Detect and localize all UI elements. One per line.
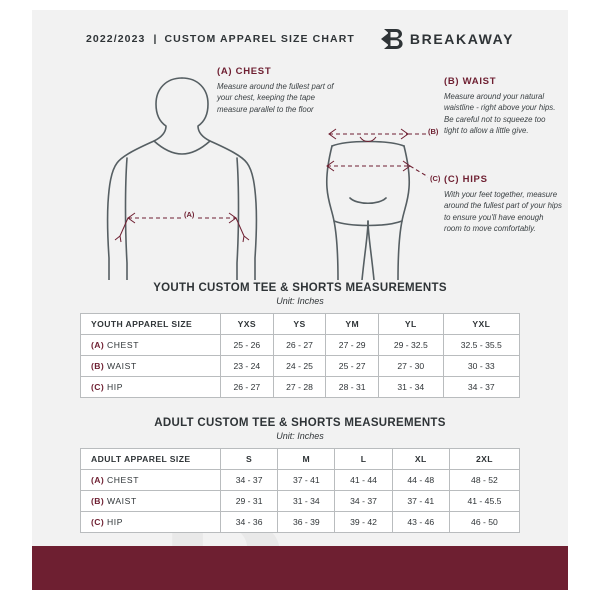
youth-r0-c3: 27 - 29 xyxy=(326,335,379,356)
table-row xyxy=(81,356,520,377)
youth-row-1-label xyxy=(81,356,221,377)
adult-row-1-tag: (B) xyxy=(91,496,105,506)
adult-section-unit: Unit: Inches xyxy=(276,431,324,441)
youth-row-2-label xyxy=(81,377,221,398)
table-header-row xyxy=(81,314,520,335)
adult-col-3: L xyxy=(335,449,392,470)
footer-bar xyxy=(32,546,568,590)
youth-r1-c1: 23 - 24 xyxy=(221,356,274,377)
measurement-diagram xyxy=(32,58,568,280)
youth-r1-c4: 27 - 30 xyxy=(379,356,444,377)
youth-row-2-tag: (C) xyxy=(91,382,105,392)
annotation-hips xyxy=(444,174,562,234)
waist-tag: (B) xyxy=(428,127,439,136)
adult-col-2: M xyxy=(278,449,335,470)
annotation-chest-title: (A) CHEST xyxy=(217,66,272,77)
document-header xyxy=(32,26,568,52)
youth-r2-c4: 31 - 34 xyxy=(379,377,444,398)
adult-r0-c5: 48 - 52 xyxy=(449,470,519,491)
adult-row-1-label xyxy=(81,491,221,512)
adult-col-0: ADULT APPAREL SIZE xyxy=(81,449,221,470)
adult-r1-c2: 31 - 34 xyxy=(278,491,335,512)
adult-r0-c3: 41 - 44 xyxy=(335,470,392,491)
youth-r1-c2: 24 - 25 xyxy=(273,356,326,377)
youth-r2-c3: 28 - 31 xyxy=(326,377,379,398)
table-row xyxy=(81,377,520,398)
adult-row-2-tag: (C) xyxy=(91,517,105,527)
adult-col-5: 2XL xyxy=(449,449,519,470)
youth-r2-c2: 27 - 28 xyxy=(273,377,326,398)
youth-row-0-label xyxy=(81,335,221,356)
youth-section-unit: Unit: Inches xyxy=(276,296,324,306)
youth-col-3: YM xyxy=(326,314,379,335)
youth-row-0-tag: (A) xyxy=(91,340,105,350)
youth-row-0-name: CHEST xyxy=(106,340,140,350)
youth-r0-c4: 29 - 32.5 xyxy=(379,335,444,356)
adult-r2-c1: 34 - 36 xyxy=(221,512,278,533)
youth-section-title: YOUTH CUSTOM TEE & SHORTS MEASUREMENTS xyxy=(153,282,447,294)
adult-section xyxy=(32,417,568,533)
annotation-hips-title: (C) HIPS xyxy=(444,174,488,185)
adult-row-0-tag: (A) xyxy=(91,475,105,485)
adult-r1-c5: 41 - 45.5 xyxy=(449,491,519,512)
youth-r1-c5: 30 - 33 xyxy=(443,356,519,377)
youth-r0-c2: 26 - 27 xyxy=(273,335,326,356)
youth-r0-c1: 25 - 26 xyxy=(221,335,274,356)
youth-r1-c3: 25 - 27 xyxy=(326,356,379,377)
size-chart-sheet xyxy=(32,10,568,590)
adult-col-1: S xyxy=(221,449,278,470)
annotation-chest-body: Measure around the fullest part of your chest, keeping the tape measure parallel to the floor xyxy=(217,82,334,114)
adult-r0-c1: 34 - 37 xyxy=(221,470,278,491)
adult-row-0-name: CHEST xyxy=(106,475,140,485)
adult-r1-c4: 37 - 41 xyxy=(392,491,449,512)
adult-r0-c4: 44 - 48 xyxy=(392,470,449,491)
youth-r2-c1: 26 - 27 xyxy=(221,377,274,398)
youth-col-4: YL xyxy=(379,314,444,335)
table-row xyxy=(81,512,520,533)
adult-r0-c2: 37 - 41 xyxy=(278,470,335,491)
adult-r2-c4: 43 - 46 xyxy=(392,512,449,533)
header-separator: | xyxy=(153,33,157,45)
page-title: CUSTOM APPAREL SIZE CHART xyxy=(164,33,355,45)
annotation-waist-title: (B) WAIST xyxy=(444,76,497,87)
adult-col-4: XL xyxy=(392,449,449,470)
adult-row-1-name: WAIST xyxy=(106,496,137,506)
annotation-waist-body: Measure around your natural waistline - right above your hips. Be careful not to squeeze too tight to allow a little give. xyxy=(444,92,556,135)
adult-r2-c2: 36 - 39 xyxy=(278,512,335,533)
table-row xyxy=(81,491,520,512)
youth-row-1-tag: (B) xyxy=(91,361,105,371)
brand-lockup xyxy=(381,27,514,51)
youth-r0-c5: 32.5 - 35.5 xyxy=(443,335,519,356)
adult-section-title: ADULT CUSTOM TEE & SHORTS MEASUREMENTS xyxy=(154,417,446,429)
annotation-hips-body: With your feet together, measure around the fullest part of your hips to ensure you'll have enough room to move comfortably. xyxy=(444,190,562,233)
annotation-waist xyxy=(444,76,559,136)
youth-r2-c5: 34 - 37 xyxy=(443,377,519,398)
table-row xyxy=(81,335,520,356)
adult-r2-c5: 46 - 50 xyxy=(449,512,519,533)
youth-col-0: YOUTH APPAREL SIZE xyxy=(81,314,221,335)
adult-r1-c1: 29 - 31 xyxy=(221,491,278,512)
annotation-chest xyxy=(217,66,337,115)
adult-row-0-label xyxy=(81,470,221,491)
youth-section xyxy=(32,282,568,398)
chest-tag: (A) xyxy=(184,210,195,219)
youth-row-1-name: WAIST xyxy=(106,361,137,371)
brand-name: BREAKAWAY xyxy=(409,31,515,47)
adult-row-2-label xyxy=(81,512,221,533)
adult-size-table xyxy=(80,448,520,533)
youth-size-table xyxy=(80,313,520,398)
table-header-row xyxy=(81,449,520,470)
header-year: 2022/2023 xyxy=(85,33,146,45)
youth-col-2: YS xyxy=(273,314,326,335)
adult-r2-c3: 39 - 42 xyxy=(335,512,392,533)
hips-tag: (C) xyxy=(430,174,441,183)
youth-row-2-name: HIP xyxy=(106,382,124,392)
table-row xyxy=(81,470,520,491)
adult-r1-c3: 34 - 37 xyxy=(335,491,392,512)
youth-col-5: YXL xyxy=(443,314,519,335)
breakaway-b-logo-icon xyxy=(381,27,403,51)
adult-row-2-name: HIP xyxy=(106,517,124,527)
youth-col-1: YXS xyxy=(221,314,274,335)
